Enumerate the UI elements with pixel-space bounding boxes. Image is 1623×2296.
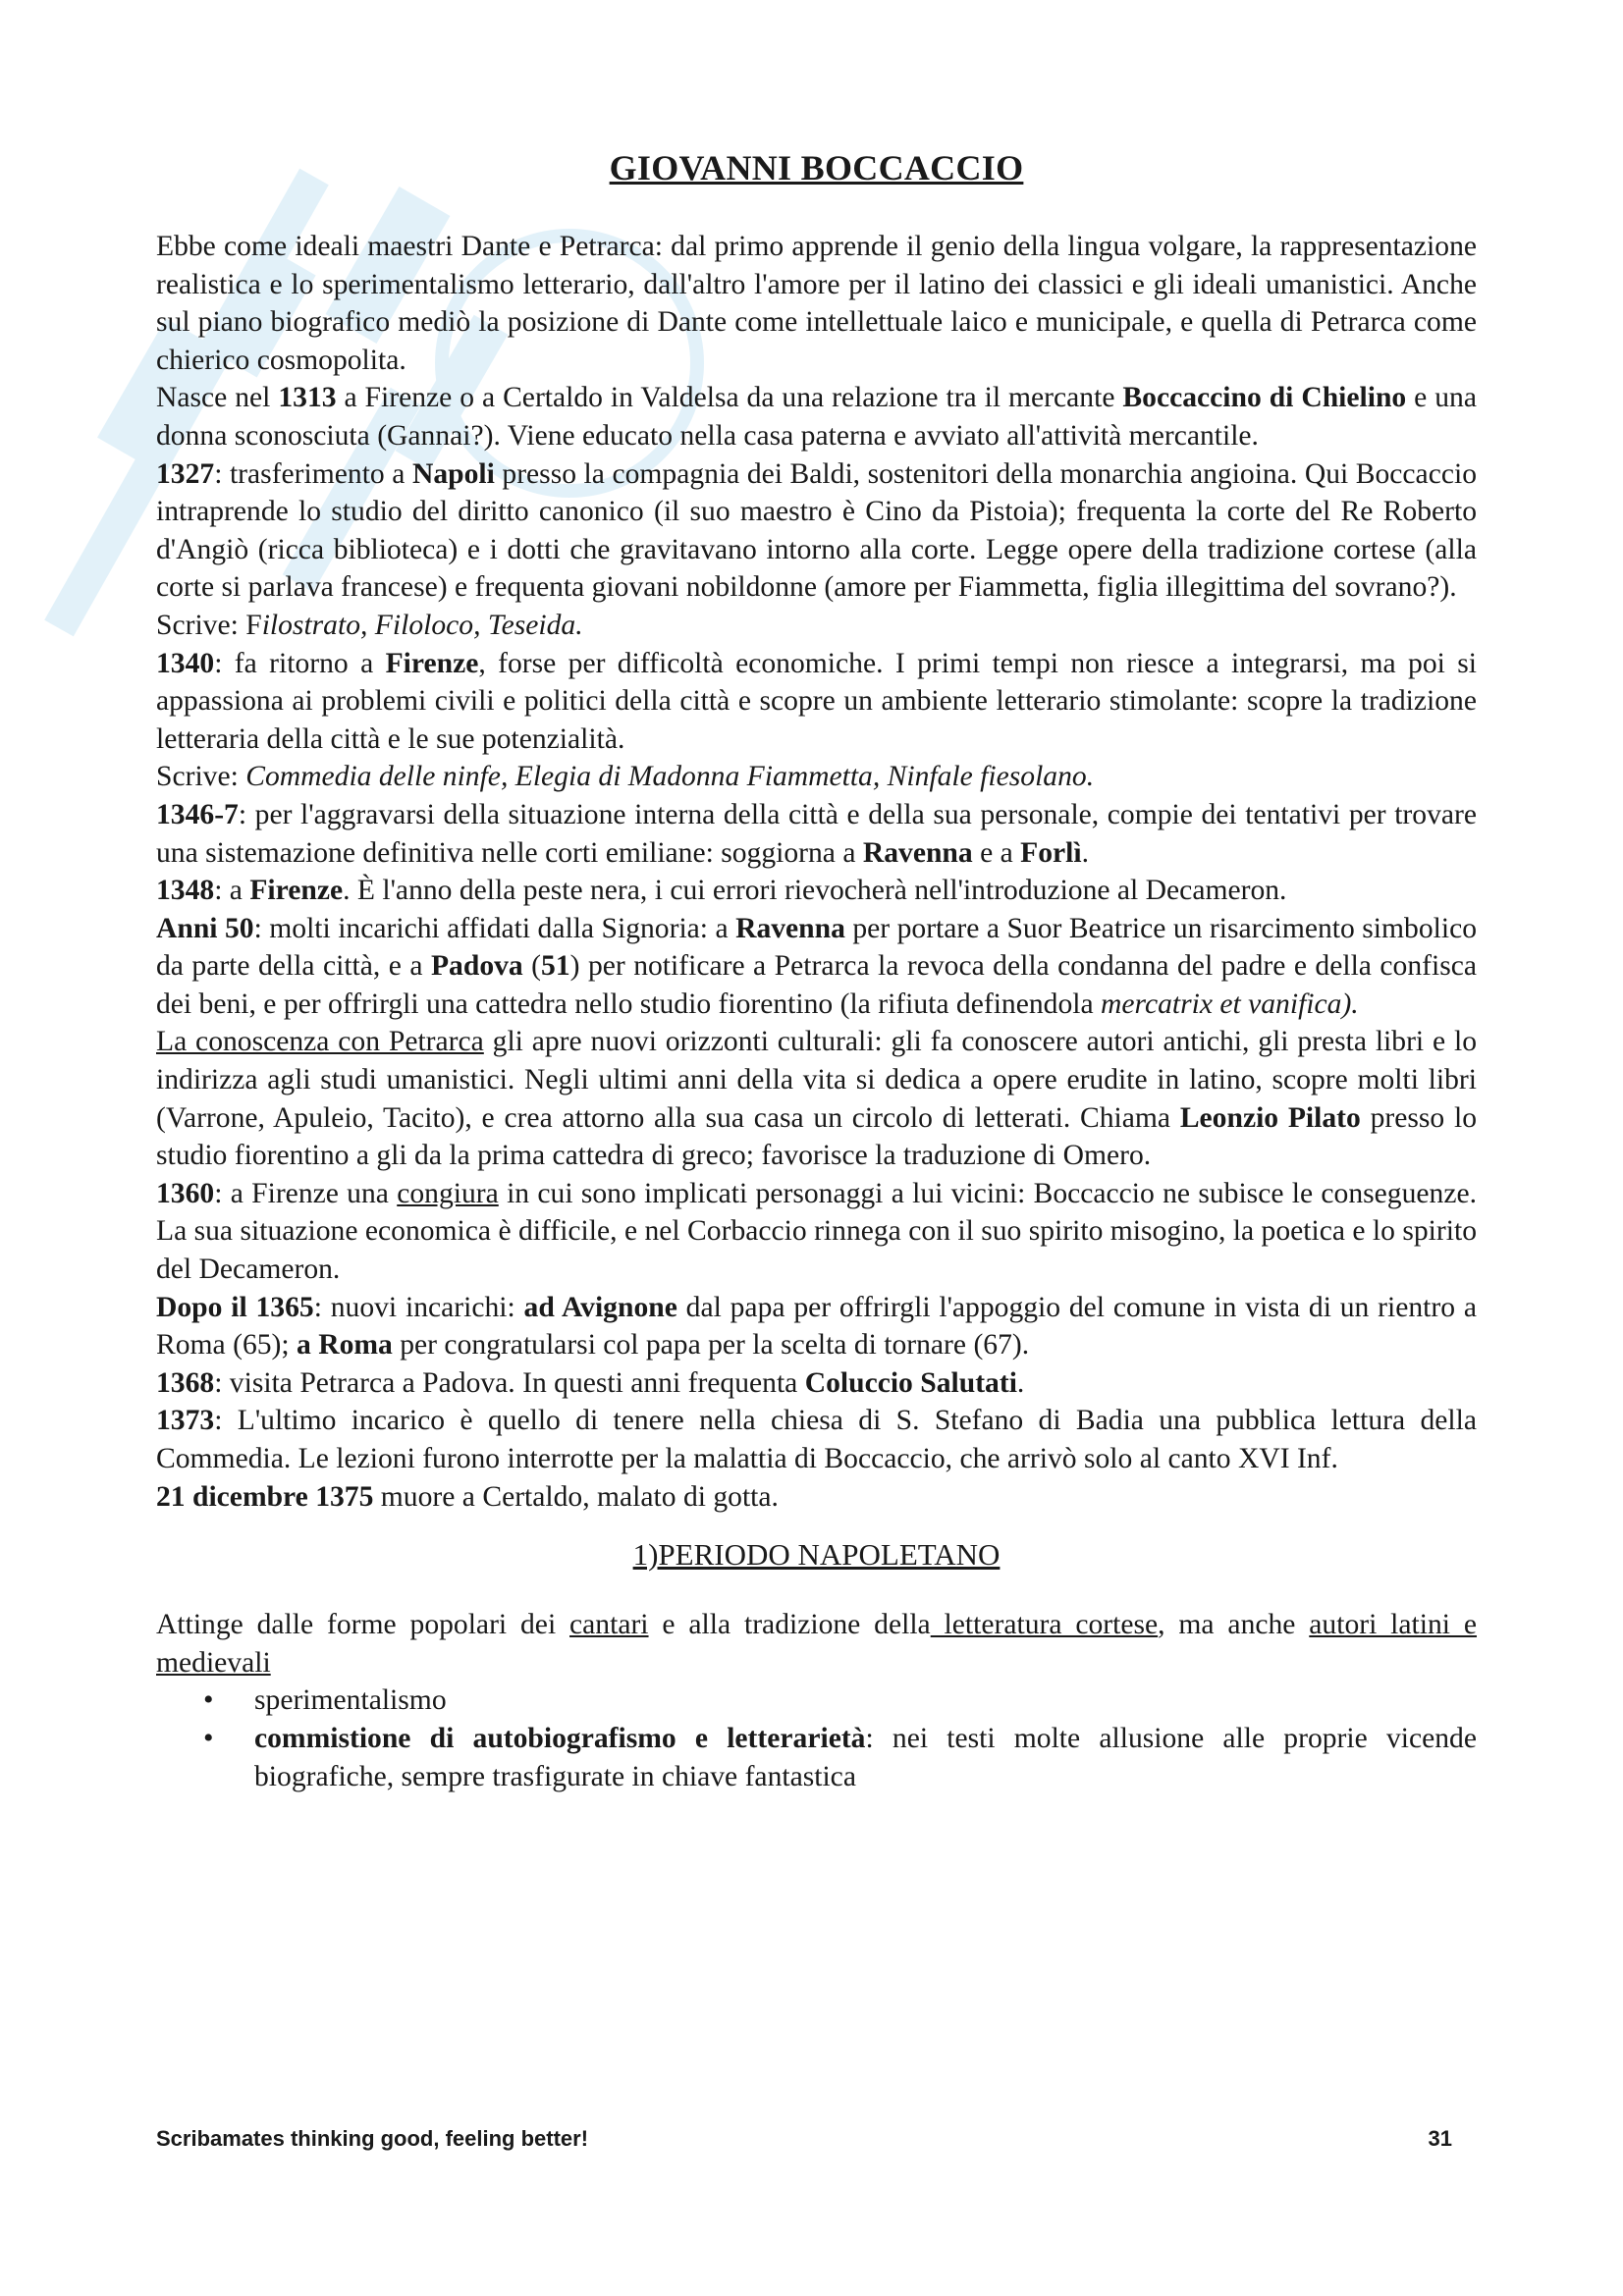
text-run: a Firenze o a Certaldo in Valdelsa da una relazione tra il mercante [336,382,1123,414]
text-run: ) per notificare a Petrarca la revoca della condanna del padre e della confisca dei beni, e per offrirgli una cattedra nello studio fiorentino (la rifiuta definendola [156,950,1477,1020]
bold-text: 1373 [156,1405,215,1437]
bold-text: 1340 [156,647,215,679]
bold-text: Ravenna [862,836,973,869]
text-run: : nuovi incarichi: [313,1291,524,1323]
bold-text: 1313 [278,382,337,414]
underlined-text: letteratura cortese [930,1609,1159,1641]
text-run: : L'ultimo incarico è quello di tenere nella chiesa di S. Stefano di Badia una pubblica lettura della Commedia. Le lezioni furono interrotte per la malattia di Boccaccio, che arrivò solo al canto XVI Inf. [156,1405,1477,1474]
text-run: , ma anche [1158,1609,1310,1641]
bold-text: Napoli [411,457,495,490]
bold-text: 21 dicembre 1375 [156,1480,374,1513]
underlined-text: autori latini e medievali [156,1609,1478,1679]
bold-text: Anni 50 [156,912,254,944]
paragraph [156,1364,1477,1403]
text-run: e alla tradizione della [648,1609,931,1641]
text-run: presso lo studio fiorentino a gli da la prima cattedra di greco; favorisce la traduzione di Omero. [156,1101,1477,1172]
text-run: Ebbe come ideali maestri Dante e Petrarca: dal primo apprende il genio della lingua volgare, la rappresentazione realistica e lo sperimentalismo letterario, dall'altro l'amore per il latino dei classici e gli ideali umanistici. Anche sul piano biografico mediò la posizione di Dante come intellettuale laico e municipale, e quella di Petrarca come chierico cosmopolita. [156,231,1477,376]
italic-text: Commedia delle ninfe, Elegia di Madonna Fiammetta, Ninfale fiesolano. [245,761,1095,793]
text-run: in cui sono implicati personaggi a lui vicini: Boccaccio ne subisce le conseguenze. La sua situazione economica è difficile, e nel Corbaccio rinnega con il suo spirito misogino, la poetica e lo spirito del Decameron. [156,1177,1477,1286]
text-run: : trasferimento a [214,457,412,490]
italic-text: ilostrato, Filoloco, Teseida. [261,609,583,641]
bold-text: ad Avignone [523,1291,677,1323]
text-run: per congratularsi col papa per la scelta di tornare (67). [392,1329,1030,1362]
text-run: ( [522,950,542,983]
text-run: : molti incarichi affidati dalla Signoria: a [253,912,736,944]
text-run: e una donna sconosciuta (Gannai?). Viene educato nella casa paterna e avviato all'attività mercantile. [156,382,1477,452]
text-run: . È l'anno della peste nera, i cui errori rievocherà nell'introduzione al Decameron. [343,875,1287,907]
underlined-text: cantari [569,1609,649,1641]
bold-text: Forlì [1020,836,1082,869]
text-run: : visita Petrarca a Padova. In questi anni frequenta [214,1366,805,1399]
bold-text: Firenze [385,647,479,679]
text-run: per portare a Suor Beatrice un risarcimento simbolico da parte della città, e a [156,912,1478,983]
page-footer [156,2126,1452,2152]
text-run: dal papa per offrirgli l'appoggio del comune in vista di un rientro a Roma (65); [156,1291,1477,1362]
text-run: Nasce nel [156,382,279,414]
paragraph [156,910,1477,1024]
text-run: : per l'aggravarsi della situazione interna della città e della sua personale, compie dei tentativi per trovare una sistemazione definitiva nelle corti emiliane: soggiorna a [156,798,1477,869]
bold-text: Leonzio Pilato [1179,1101,1361,1134]
text-run: : a Firenze una [214,1177,398,1209]
text-run: presso la compagnia dei Baldi, sostenitori della monarchia angioina. Qui Boccaccio intraprende lo studio del diritto canonico (il suo maestro è Cino da Pistoia); frequenta la corte del Re Roberto d'Angiò (ricca biblioteca) e i dotti che gravitavano intorno alla corte. Legge opere della tradizione cortese (alla corte si parlava francese) e frequenta giovani nobildonne (amore per Fiammetta, figlia illegittima del sovrano?). [156,457,1477,604]
paragraph [156,1289,1477,1364]
document-page [156,147,1477,1795]
bold-text: 1368 [156,1366,215,1399]
paragraph [156,645,1477,759]
bold-text: 1346-7 [156,798,239,830]
bullet-list [156,1682,1477,1795]
text-run: . [1016,1366,1025,1399]
bold-text: 1348 [156,875,215,907]
bold-text: commistione di autobiografismo e letterarietà [254,1722,866,1754]
paragraph [156,758,1477,796]
underlined-text: La conoscenza con Petrarca [156,1026,484,1058]
text-run: , forse per difficoltà economiche. I primi tempi non riesce a integrarsi, ma poi si appassiona ai problemi civili e politici della città e scopre un ambiente letterario stimolante: scopre la tradizione letteraria della città e le sue potenzialità. [156,647,1477,755]
bold-text: Padova [430,950,523,983]
paragraph [156,1402,1477,1477]
bold-text: Ravenna [735,912,845,944]
bold-text: 1360 [156,1177,215,1209]
bold-text: Coluccio Salutati [804,1366,1017,1399]
bold-text: 51 [541,950,570,983]
section-title: 1)PERIODO NAPOLETANO [632,1537,1001,1573]
paragraph [156,379,1477,454]
bold-text: Dopo il 1365 [156,1291,314,1323]
text-run: Attinge dalle forme popolari dei [156,1609,570,1641]
bold-text: Firenze [249,875,344,907]
italic-text: mercatrix et vanifica). [1101,988,1359,1020]
text-run: sperimentalismo [254,1684,447,1717]
biography-text [156,228,1477,1516]
paragraph [156,455,1477,607]
text-run: Scrive: F [156,609,262,641]
text-run: muore a Certaldo, malato di gotta. [373,1480,779,1513]
footer-text: Scribamates thinking good, feeling better! [156,2126,589,2151]
underlined-text: congiura [397,1177,499,1209]
bold-text: a Roma [297,1329,393,1362]
section-paragraph [156,1606,1477,1682]
paragraph [156,228,1477,379]
text-run: : a [214,875,250,907]
bold-text: Boccaccino di Chielino [1122,382,1407,414]
list-item [254,1720,1477,1795]
text-run: : fa ritorno a [214,647,386,679]
page-number: 31 [1428,2126,1452,2151]
bold-text: 1327 [156,457,215,490]
text-run: . [1081,836,1090,869]
paragraph [156,872,1477,910]
paragraph [156,607,1477,645]
paragraph [156,1175,1477,1289]
page-title: GIOVANNI BOCCACCIO [609,148,1024,187]
text-run: : nei testi molte allusione alle proprie vicende biografiche, sempre trasfigurate in chiave fantastica [254,1722,1477,1792]
text-run: gli apre nuovi orizzonti culturali: gli fa conoscere autori antichi, gli presta libri e lo indirizza agli studi umanistici. Negli ultimi anni della vita si dedica a opere erudite in latino, scopre molti libri (Varrone, Apuleio, Tacito), e crea attorno alla sua casa un circolo di letterati. Chiama [156,1026,1477,1134]
paragraph [156,1478,1477,1517]
paragraph [156,796,1477,872]
list-item [254,1682,1477,1720]
text-run: e a [972,836,1021,869]
paragraph [156,1023,1477,1174]
text-run: Scrive: [156,761,246,793]
